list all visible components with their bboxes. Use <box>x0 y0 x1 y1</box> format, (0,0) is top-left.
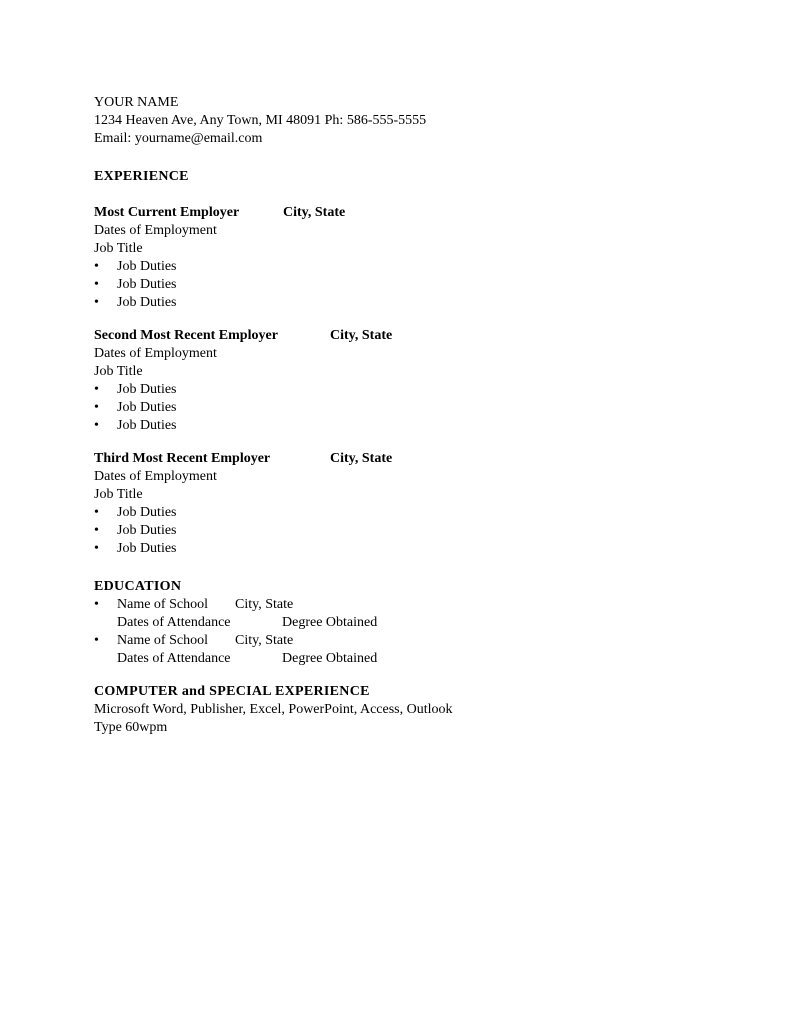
bullet-glyph: • <box>94 505 99 520</box>
school-name: Name of School <box>117 597 208 612</box>
bullet-glyph: • <box>94 523 99 538</box>
list-item <box>94 399 734 417</box>
list-item <box>94 540 734 558</box>
resume-page <box>94 94 734 737</box>
job-title: Job Title <box>94 487 143 502</box>
bullet-glyph: • <box>94 295 99 310</box>
bullet-glyph: • <box>94 541 99 556</box>
list-item <box>94 276 734 294</box>
list-item <box>94 596 734 614</box>
employer-name: Most Current Employer <box>94 205 240 220</box>
address-line: 1234 Heaven Ave, Any Town, MI 48091 Ph: 586-555-5555 <box>94 113 427 128</box>
experience-heading: EXPERIENCE <box>94 169 189 184</box>
resume-name: YOUR NAME <box>94 95 179 110</box>
job-duty: Job Duties <box>117 259 177 274</box>
software-skills: Microsoft Word, Publisher, Excel, PowerPoint, Access, Outlook <box>94 702 453 717</box>
typing-skill: Type 60wpm <box>94 720 168 735</box>
bullet-glyph: • <box>94 277 99 292</box>
list-item <box>94 258 734 276</box>
employer-name: Third Most Recent Employer <box>94 451 271 466</box>
bullet-glyph: • <box>94 400 99 415</box>
employment-dates: Dates of Employment <box>94 346 217 361</box>
job-duty: Job Duties <box>117 523 177 538</box>
job-header <box>94 327 734 345</box>
job-title: Job Title <box>94 364 143 379</box>
job-duty: Job Duties <box>117 505 177 520</box>
job-entry-2 <box>94 327 734 435</box>
list-item <box>94 417 734 435</box>
school-location: City, State <box>235 597 294 612</box>
job-header <box>94 204 734 222</box>
job-duty: Job Duties <box>117 541 177 556</box>
email-line: Email: yourname@email.com <box>94 131 263 146</box>
job-duty: Job Duties <box>117 382 177 397</box>
degree-obtained: Degree Obtained <box>282 651 378 666</box>
employment-dates: Dates of Employment <box>94 469 217 484</box>
job-title: Job Title <box>94 241 143 256</box>
school-details <box>94 650 734 668</box>
degree-obtained: Degree Obtained <box>282 615 378 630</box>
school-name: Name of School <box>117 633 208 648</box>
employer-location: City, State <box>330 451 393 466</box>
bullet-glyph: • <box>94 382 99 397</box>
employer-location: City, State <box>283 205 346 220</box>
school-location: City, State <box>235 633 294 648</box>
attendance-dates: Dates of Attendance <box>117 615 231 630</box>
school-details <box>94 614 734 632</box>
attendance-dates: Dates of Attendance <box>117 651 231 666</box>
bullet-glyph: • <box>94 633 99 648</box>
job-entry-1 <box>94 204 734 312</box>
list-item <box>94 522 734 540</box>
job-duty: Job Duties <box>117 295 177 310</box>
list-item <box>94 504 734 522</box>
education-entry-1 <box>94 596 734 632</box>
education-heading: EDUCATION <box>94 579 182 594</box>
list-item <box>94 381 734 399</box>
bullet-glyph: • <box>94 259 99 274</box>
computer-heading: COMPUTER and SPECIAL EXPERIENCE <box>94 684 370 699</box>
employment-dates: Dates of Employment <box>94 223 217 238</box>
bullet-glyph: • <box>94 597 99 612</box>
employer-name: Second Most Recent Employer <box>94 328 278 343</box>
job-duty: Job Duties <box>117 418 177 433</box>
job-duty: Job Duties <box>117 400 177 415</box>
education-entry-2 <box>94 632 734 668</box>
job-duty: Job Duties <box>117 277 177 292</box>
job-header <box>94 450 734 468</box>
list-item <box>94 294 734 312</box>
bullet-glyph: • <box>94 418 99 433</box>
job-entry-3 <box>94 450 734 558</box>
employer-location: City, State <box>330 328 393 343</box>
list-item <box>94 632 734 650</box>
